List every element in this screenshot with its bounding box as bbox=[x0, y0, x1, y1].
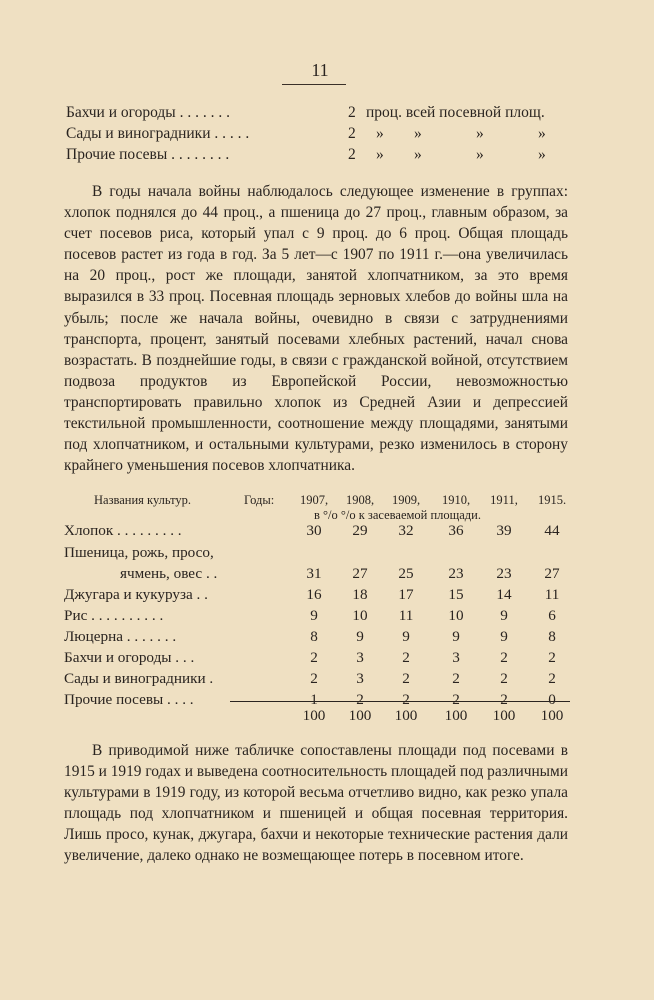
table-cell-value: 29 bbox=[352, 522, 368, 539]
table-cell-value: 11 bbox=[544, 586, 560, 603]
summary-row-ditto: » bbox=[414, 125, 422, 142]
table-cell-value: 2 bbox=[402, 649, 410, 666]
summary-row-pct: 2 bbox=[348, 146, 356, 163]
table-year-header: 1911, bbox=[490, 493, 518, 507]
table-row bbox=[64, 586, 574, 607]
table-cell-value: 30 bbox=[306, 522, 322, 539]
table-row bbox=[64, 544, 574, 565]
table-cell-value: 2 bbox=[310, 649, 318, 666]
table-cell-value: 2 bbox=[500, 670, 508, 687]
table-header-years-label: Годы: bbox=[244, 493, 275, 507]
table-cell-value: 32 bbox=[398, 522, 414, 539]
table-cell-value: 23 bbox=[496, 565, 512, 582]
table-cell-value: 0 bbox=[548, 691, 556, 708]
table-cell-value: 39 bbox=[496, 522, 512, 539]
summary-row-ditto: » bbox=[476, 146, 484, 163]
table-row-crop-name: Джугара и кукуруза . . bbox=[64, 586, 208, 603]
table-subheader: в °/о °/о к засеваемой площади. bbox=[314, 508, 481, 522]
table-total-value: 100 bbox=[394, 707, 418, 724]
table-cell-value: 2 bbox=[402, 691, 410, 708]
table-total-value: 100 bbox=[444, 707, 468, 724]
table-cell-value: 2 bbox=[548, 670, 556, 687]
table-cell-value: 16 bbox=[306, 586, 322, 603]
table-row-crop-name: Бахчи и огороды . . . bbox=[64, 649, 195, 666]
table-cell-value: 2 bbox=[310, 670, 318, 687]
table-cell-value: 3 bbox=[356, 670, 364, 687]
table-row bbox=[64, 522, 574, 543]
table-cell-value: 14 bbox=[496, 586, 512, 603]
table-cell-value: 44 bbox=[544, 522, 560, 539]
table-year-header: 1907, bbox=[299, 493, 329, 507]
table-cell-value: 2 bbox=[452, 670, 460, 687]
table-year-header: 1910, bbox=[441, 493, 471, 507]
table-cell-value: 8 bbox=[548, 628, 556, 645]
summary-row bbox=[66, 146, 556, 167]
table-cell-value: 9 bbox=[356, 628, 364, 645]
paragraph-comparison: В приводимой ниже табличке сопоставлены площади под посевами в 1915 и 1919 годах и выведена соотносительность площадей под различными культурами в 1919 году, из которой весьма отчетливо видно, как резко упала площадь под хлопчатником и пшеницей и общая посевная территория. Лишь просо, кунак, джугара, бахчи и некоторые технические растения дали увеличение, далеко однако не возмещающее потерь в посевном итоге. bbox=[64, 742, 568, 865]
summary-row-unit: проц. всей посевной площ. bbox=[366, 104, 545, 121]
table-cell-value: 9 bbox=[452, 628, 460, 645]
table-cell-value: 10 bbox=[352, 607, 368, 624]
table-row-crop-name: Сады и виноградники . bbox=[64, 670, 214, 687]
summary-row-name: Сады и виноградники . . . . . bbox=[66, 125, 250, 142]
table-row bbox=[64, 628, 574, 649]
table-row-crop-name: Пшеница, рожь, просо, bbox=[64, 544, 214, 561]
summary-row-ditto: » bbox=[538, 146, 546, 163]
page-number: 11 bbox=[311, 60, 329, 80]
table-row-crop-name: Рис . . . . . . . . . . bbox=[64, 607, 164, 624]
table-cell-value: 9 bbox=[500, 607, 508, 624]
table-cell-value: 2 bbox=[548, 649, 556, 666]
table-cell-value: 9 bbox=[402, 628, 410, 645]
table-cell-value: 31 bbox=[306, 565, 322, 582]
summary-row-name: Бахчи и огороды . . . . . . . bbox=[66, 104, 230, 121]
table-cell-value: 1 bbox=[310, 691, 318, 708]
table-cell-value: 11 bbox=[398, 607, 414, 624]
table-row bbox=[64, 565, 574, 586]
table-year-header: 1915. bbox=[537, 493, 567, 507]
table-cell-value: 15 bbox=[448, 586, 464, 603]
table-year-header: 1909, bbox=[391, 493, 421, 507]
summary-row-ditto: » bbox=[376, 146, 384, 163]
table-header-crop-names: Названия культур. bbox=[94, 493, 192, 507]
table-total-value: 100 bbox=[302, 707, 326, 724]
summary-row-ditto: » bbox=[538, 125, 546, 142]
summary-row-ditto: » bbox=[376, 125, 384, 142]
table-cell-value: 18 bbox=[352, 586, 368, 603]
table-cell-value: 27 bbox=[544, 565, 560, 582]
table-row-crop-name: Прочие посевы . . . . bbox=[64, 691, 194, 708]
table-cell-value: 17 bbox=[398, 586, 414, 603]
summary-row-ditto: » bbox=[476, 125, 484, 142]
table-total-value: 100 bbox=[540, 707, 564, 724]
table-total-value: 100 bbox=[492, 707, 516, 724]
summary-list bbox=[66, 104, 556, 167]
table-row bbox=[64, 670, 574, 691]
table-cell-value: 10 bbox=[448, 607, 464, 624]
table-year-header: 1908, bbox=[345, 493, 375, 507]
table-cell-value: 25 bbox=[398, 565, 414, 582]
table-cell-value: 9 bbox=[310, 607, 318, 624]
table-total-value: 100 bbox=[348, 707, 372, 724]
table-cell-value: 2 bbox=[500, 691, 508, 708]
summary-row-pct: 2 bbox=[348, 125, 356, 142]
summary-row-name: Прочие посевы . . . . . . . . bbox=[66, 146, 230, 163]
summary-row bbox=[66, 125, 556, 146]
table-cell-value: 2 bbox=[500, 649, 508, 666]
table-row bbox=[64, 649, 574, 670]
table-row-crop-name: Хлопок . . . . . . . . . bbox=[64, 522, 182, 539]
table-cell-value: 3 bbox=[452, 649, 460, 666]
table-cell-value: 9 bbox=[500, 628, 508, 645]
summary-row bbox=[66, 104, 556, 125]
table-cell-value: 36 bbox=[448, 522, 464, 539]
table-cell-value: 2 bbox=[452, 691, 460, 708]
table-row-crop-name: ячмень, овес . . bbox=[120, 565, 218, 582]
paragraph-war-years: В годы начала войны наблюдалось следующее изменение в группах: хлопок поднялся до 44 проц., а пшеница до 27 проц., главным образом, за счет посевов риса, который упал с 9 проц. до 6 проц. Общая площадь посевов растет из года в год. За 5 лет—с 1907 по 1911 г.—она увеличилась на 20 проц., рост же площади, занятой хлопчатником, за это время выразился в 33 проц. Посевная площадь зерновых хлебов до войны шла на убыль; после же начала войны, очевидно в связи с затруднениями транспорта, процент, занятый посевами хлебных растений, начал снова возрастать. В позднейшие годы, в связи с гражданской войной, отсутствием подвоза продуктов из Европейской России, невозможностью транспортировать правильно хлопок из Средней Азии и депрессией текстильной промышленности, соотношение между площадями, занятыми под хлопчатником, и остальными культурами, резко изменилось в сторону крайнего уменьшения посевов хлопчатника. bbox=[64, 183, 568, 475]
table-cell-value: 2 bbox=[402, 670, 410, 687]
summary-row-pct: 2 bbox=[348, 104, 356, 121]
table-cell-value: 8 bbox=[310, 628, 318, 645]
table-cell-value: 27 bbox=[352, 565, 368, 582]
table-cell-value: 2 bbox=[356, 691, 364, 708]
page-number-rule bbox=[282, 84, 346, 85]
table-row-crop-name: Люцерна . . . . . . . bbox=[64, 628, 177, 645]
table-cell-value: 3 bbox=[356, 649, 364, 666]
summary-row-ditto: » bbox=[414, 146, 422, 163]
table-cell-value: 6 bbox=[548, 607, 556, 624]
table-row bbox=[64, 607, 574, 628]
table-cell-value: 23 bbox=[448, 565, 464, 582]
